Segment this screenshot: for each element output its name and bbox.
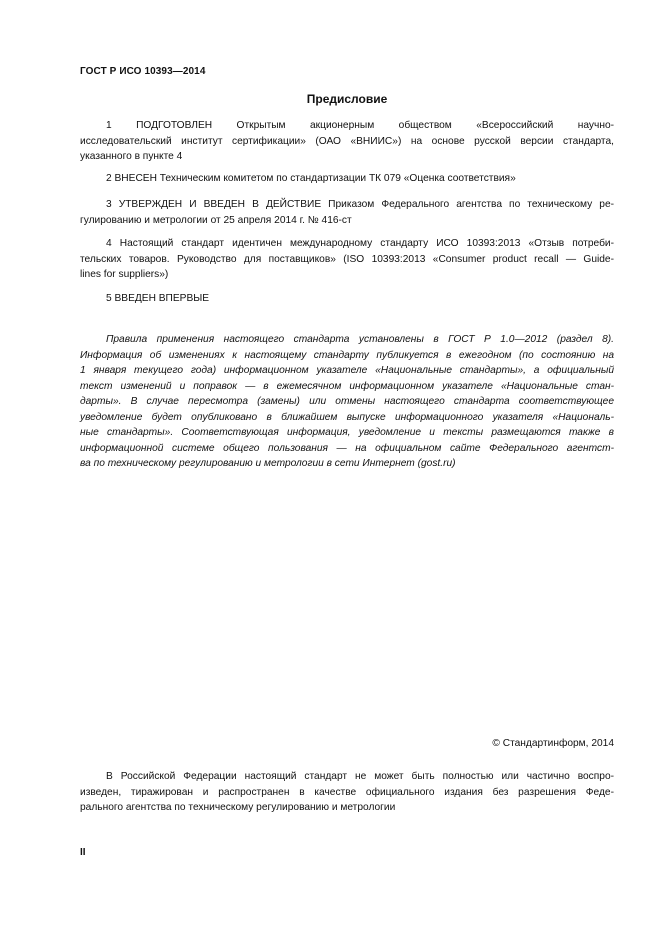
copyright-line: © Стандартинформ, 2014 bbox=[492, 738, 614, 749]
preface-item-4 bbox=[80, 236, 614, 283]
standard-code-header: ГОСТ Р ИСО 10393—2014 bbox=[80, 66, 206, 77]
notice-line-9: ва по техническому регулированию и метрологии в сети Интернет (gost.ru) bbox=[80, 458, 456, 469]
preface-item-5 bbox=[80, 291, 614, 307]
application-rules-notice bbox=[80, 332, 614, 472]
preface-item-3 bbox=[80, 197, 614, 228]
reproduction-line-3: рального агентства по техническому регулированию и метрологии bbox=[80, 802, 396, 813]
preface-item-5-line-1: 5 ВВЕДЕН ВПЕРВЫЕ bbox=[106, 293, 210, 304]
preface-item-2-line-1: 2 ВНЕСЕН Техническим комитетом по стандартизации ТК 079 «Оценка соответствия» bbox=[106, 173, 516, 184]
notice-line-7: ные стандарты». Соответствующая информация, уведомление и тексты размещаются также в bbox=[80, 427, 614, 438]
preface-item-1 bbox=[80, 118, 614, 165]
page-title: Предисловие bbox=[306, 92, 388, 106]
notice-line-8: информационной системе общего пользования — на официальном сайте Федерального агентст- bbox=[80, 442, 614, 454]
preface-item-1-line-3: указанного в пункте 4 bbox=[80, 151, 183, 162]
page-number: II bbox=[80, 847, 86, 858]
preface-item-2 bbox=[80, 171, 614, 187]
preface-item-4-line-3: lines for suppliers») bbox=[80, 269, 169, 280]
reproduction-line-1: В Российской Федерации настоящий стандарт не может быть полностью или частично воспро- bbox=[106, 771, 614, 782]
reproduction-line-2: изведен, тиражирован и распространен в качестве официального издания без разрешения Феде- bbox=[80, 786, 614, 798]
notice-line-5: дарты». В случае пересмотра (замены) или отмены настоящего стандарта соответствующее bbox=[80, 396, 614, 407]
preface-item-4-line-2: тельских товаров. Руководство для поставщиков» (ISO 10393:2013 «Consumer product recall — Guide- bbox=[80, 253, 614, 265]
preface-item-4-line-1: 4 Настоящий стандарт идентичен международному стандарту ИСО 10393:2013 «Отзыв потреби- bbox=[106, 238, 614, 249]
preface-item-1-line-1: 1 ПОДГОТОВЛЕН Открытым акционерным обществом «Всероссийский научно- bbox=[106, 120, 614, 131]
reproduction-notice bbox=[80, 769, 614, 816]
preface-item-1-line-2: исследовательский институт сертификации» (ОАО «ВНИИС») на основе русской версии стандарта, bbox=[80, 135, 614, 147]
preface-item-3-line-1: 3 УТВЕРЖДЕН И ВВЕДЕН В ДЕЙСТВИЕ Приказом Федерального агентства по техническому ре- bbox=[106, 199, 614, 210]
notice-line-3: 1 января текущего года) информационном указателе «Национальные стандарты», а официальный bbox=[80, 365, 614, 376]
notice-line-6: уведомление будет опубликовано в ближайшем выпуске информационного указателя «Националь- bbox=[80, 411, 614, 423]
notice-line-2: Информация об изменениях к настоящему стандарту публикуется в ежегодном (по состоянию на bbox=[80, 349, 614, 361]
notice-line-1: Правила применения настоящего стандарта установлены в ГОСТ Р 1.0—2012 (раздел 8). bbox=[106, 334, 614, 345]
notice-line-4: текст изменений и поправок — в ежемесячном информационном указателе «Национальные стан- bbox=[80, 380, 614, 392]
preface-item-3-line-2: гулированию и метрологии от 25 апреля 2014 г. № 416-ст bbox=[80, 214, 352, 226]
